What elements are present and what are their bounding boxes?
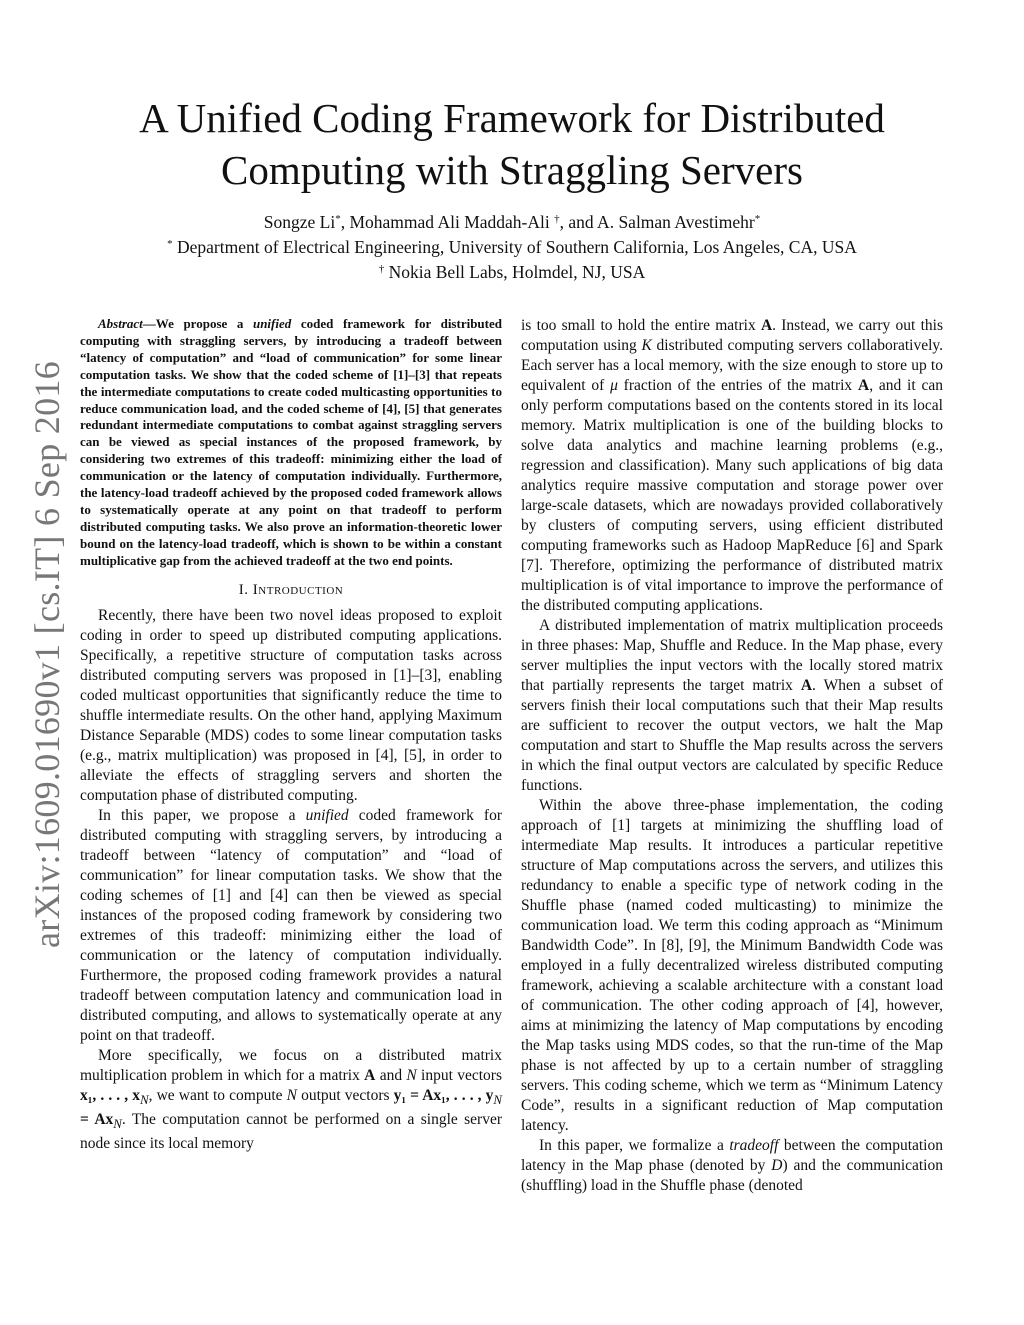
right-column (521, 316, 943, 1196)
arxiv-side-stamp: arXiv:1609.01690v1 [cs.IT] 6 Sep 2016 (27, 360, 67, 948)
intro-paragraph-2: In this paper, we propose a unified coded framework for distributed computing with straggling servers, by introducing a tradeoff between “latency of computation” and “load of communication” for linear computation tasks. We show that the coding schemes of [1] and [4] can then be viewed as special instances of the proposed coding framework by considering two extremes of this tradeoff: minimizing either the load of communication or the latency of computation individually. Furthermore, the proposed coding framework provides a natural tradeoff between computation latency and communication load in distributed computing, and allows to systematically operate at any point on that tradeoff. (80, 806, 502, 1044)
right-paragraph-4: In this paper, we formalize a tradeoff between the computation latency in the Map phase (denoted by D) and the communication (shuffling) load in the Shuffle phase (denoted (521, 1137, 943, 1194)
right-paragraph-3: Within the above three-phase implementation, the coding approach of [1] targets at minimizing the shuffling load of intermediate Map results. It introduces a particular repetitive structure of Map computations across the servers, and utilizes this redundancy to enable a specific type of network coding in the Shuffle phase (named coded multicasting) to minimize the communication load. We term this coding approach as “Minimum Bandwidth Code”. In [8], [9], the Minimum Bandwidth Code was employed in a fully decentralized wireless distributed computing framework, achieving a scalable architecture with a constant load of communication. The other coding approach of [4], however, aims at minimizing the latency of Map computations by encoding the Map tasks using MDS codes, so that the run-time of the Map phase is not affected by up to a certain number of straggling servers. This coding scheme, which we term as “Minimum Latency Code”, results in a significant reduction of Map computation latency. (521, 797, 943, 1134)
intro-paragraph-1: Recently, there have been two novel ideas proposed to exploit coding in order to speed up distributed computing applications. Specifically, a repetitive structure of computation tasks across distributed computing servers was proposed in [1]–[3], enabling coded multicast opportunities that significantly reduce the time to shuffle intermediate results. On the other hand, applying Maximum Distance Separable (MDS) codes to some linear computation tasks (e.g., matrix multiplication) was proposed in [4], [5], in order to alleviate the effects of straggling servers and shorten the computation phase of distributed computing. (80, 606, 502, 804)
left-column (80, 316, 502, 1154)
intro-paragraph-3: More specifically, we focus on a distributed matrix multiplication problem in which for a matrix A and N input vectors x₁, . . . , $x_N$, we want to compute N output vectors y₁ = Ax₁, . . . , $y_N = Ax_N$. The computation cannot be performed on a single server node since its local memory (80, 1046, 503, 1152)
author-block (80, 210, 944, 285)
section-heading-introduction: I. Introduction (238, 581, 344, 598)
abstract: Abstract—We propose a unified coded framework for distributed computing with straggling servers, by introducing a tradeoff between “latency of computation” and “load of communication” for some linear computation tasks. We show that the coded scheme of [1]–[3] that repeats the intermediate computations to create coded multicasting opportunities to reduce communication load, and the coded scheme of [4], [5] that generates redundant intermediate computations to combat against straggling servers can be viewed as special instances of the proposed framework, by considering two extremes of this tradeoff: minimizing either the load of communication or the latency of computation individually. Furthermore, the latency-load tradeoff achieved by the proposed coded framework allows to systematically operate at any point on that tradeoff to perform distributed computing tasks. We also prove an information-theoretic lower bound on the latency-load tradeoff, which is shown to be within a constant multiplicative gap from the achieved tradeoff at the two end points. (80, 316, 502, 568)
affiliation-1: * Department of Electrical Engineering, University of Southern California, Los Angeles, CA, USA (167, 237, 857, 257)
title-line-2: Computing with Straggling Servers (221, 147, 803, 193)
author-names: Songze Li*, Mohammad Ali Maddah-Ali †, and A. Salman Avestimehr* (263, 212, 761, 232)
affiliation-2: † Nokia Bell Labs, Holmdel, NJ, USA (378, 262, 646, 282)
paper-title (80, 92, 944, 196)
right-paragraph-2: A distributed implementation of matrix multiplication proceeds in three phases: Map, Shuffle and Reduce. In the Map phase, every server multiplies the input vectors with the locally stored matrix that partially represents the target matrix A. When a subset of servers finish their local computations such that their Map results are sufficient to recover the output vectors, we halt the Map computation and start to Shuffle the Map results across the servers in which the final output vectors are calculated by specific Reduce functions. (521, 617, 943, 794)
right-paragraph-1: is too small to hold the entire matrix A. Instead, we carry out this computation using K distributed computing servers collaboratively. Each server has a local memory, with the size enough to store up to equivalent of μ fraction of the entries of the matrix A, and it can only perform computations based on the contents stored in its local memory. Matrix multiplication is one of the building blocks to solve data analytics and machine learning problems (e.g., regression and classification). Many such applications of big data analytics require massive computation and storage power over large-scale datasets, which are nowadays provided collaboratively by clusters of computing servers, using efficient distributed computing frameworks such as Hadoop MapReduce [6] and Spark [7]. Therefore, optimizing the performance of distributed matrix multiplication is of vital importance to improve the performance of the distributed computing applications. (521, 317, 944, 614)
title-line-1: A Unified Coding Framework for Distributed (139, 95, 885, 141)
